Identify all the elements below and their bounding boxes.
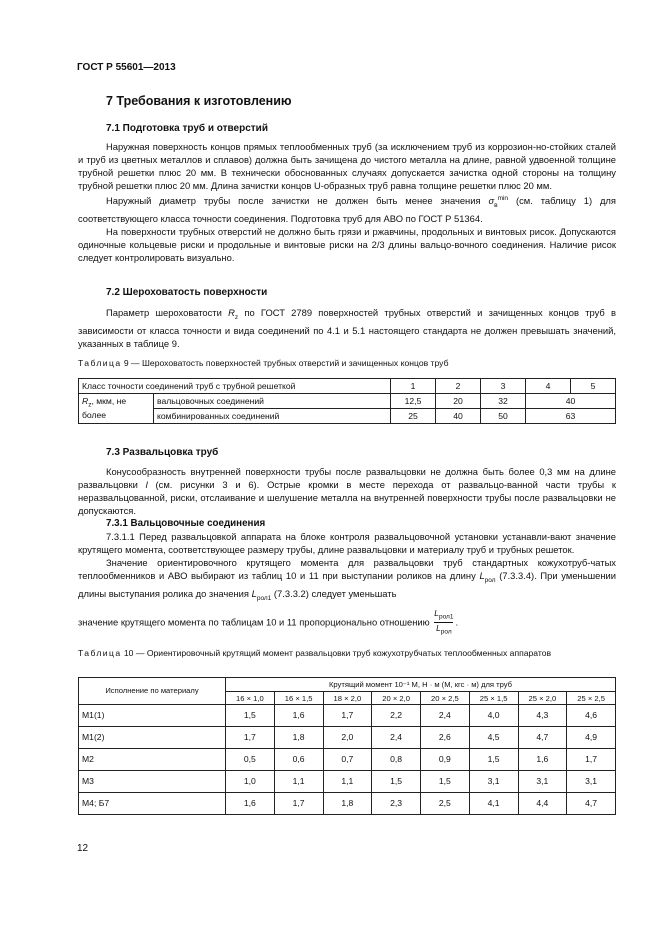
table-cell: 3,1 [469, 771, 518, 793]
paragraph: Наружный диаметр трубы после зачистки не должен быть менее значения $\sigma_в^{min}$ (см. таблицу 1) для соответствующего класса точности соединения. Подготовка труб для АВО по ГОСТ Р 51364. [78, 195, 616, 224]
table-header-cell: 25 × 1,5 [469, 692, 518, 705]
paragraph: Конусообразность внутренней поверхности трубы после развальцовки не должна быть более 0,3 мм на длине развальцовки l (см. рисунки 3 и 6). Острые кромки в месте перехода от развальцо-ванной части трубы к неразвальцованной, риски, отслаивание и шелушение металла на внутренней поверхности трубы после развальцовки не допускаются. [78, 466, 617, 516]
table-cell: 0,5 [226, 749, 275, 771]
table-cell: 1,8 [323, 793, 372, 815]
table-header-cell: 16 × 1,5 [274, 692, 323, 705]
table-cell: 4,5 [469, 727, 518, 749]
document-id: ГОСТ Р 55601—2013 [77, 62, 176, 73]
table-header-cell: 25 × 2,5 [567, 692, 616, 705]
table-cell: 25 [391, 409, 436, 424]
subsection-7-1-body [78, 140, 616, 264]
paragraph: На поверхности трубных отверстий не должно быть грязи и ржавчины, продольных и винтовых рисок. Допускаются одиночные кольцевые риски и продольные и винтовые риски на 2/3 длины вальцо-вочного соединения. Наличие рисок следует контролировать визуально. [78, 226, 616, 263]
subsection-7-3-1-title: 7.3.1 Вальцовочные соединения [106, 518, 266, 529]
table-header-cell: Класс точности соединений труб с трубной решеткой [79, 379, 391, 394]
table-9-caption: Таблица 9 — Шероховатость поверхностей трубных отверстий и зачищенных концов труб [78, 358, 449, 368]
table-cell: 2,5 [421, 793, 470, 815]
table-cell: 1,1 [274, 771, 323, 793]
table-row-label: $R_z$, мкм, не более [79, 394, 154, 424]
table-row [79, 727, 616, 749]
table-cell: вальцовочных соединений [154, 394, 391, 409]
table-cell: М4; Б7 [79, 793, 226, 815]
paragraph: Значение ориентировочного крутящего момента для развальцовки труб стандартных кожухотруб-чатых теплообменников и АВО выбирают из таблиц 10 и 11 при выступании роликов на длину $L_{рол}$ (7.3.3.4). При уменьшении длины выступания ролика до значения $L_{рол1}$ (7.3.3.2) следует уменьшать [78, 557, 616, 602]
table-header-row [79, 678, 616, 692]
table-cell: 4,3 [518, 705, 567, 727]
paragraph: Параметр шероховатости $R_z$ по ГОСТ 2789 поверхностей трубных отверстий и зачищенных концов труб в зависимости от класса точности и вида соединений по 4.1 и 5.1 настоящего стандарта не должен превышать значений, указанных в таблице 9. [78, 307, 616, 349]
table-cell: М2 [79, 749, 226, 771]
table-cell: 2,0 [323, 727, 372, 749]
table-cell: 1,5 [372, 771, 421, 793]
table-header-cell: 20 × 2,0 [372, 692, 421, 705]
table-header-row [79, 379, 616, 394]
table-cell: 4,4 [518, 793, 567, 815]
table-header-cell: 1 [391, 379, 436, 394]
subsection-7-2-title: 7.2 Шероховатость поверхности [106, 287, 268, 298]
table-header-cell: 5 [571, 379, 616, 394]
table-cell: 12,5 [391, 394, 436, 409]
table-cell: М3 [79, 771, 226, 793]
table-cell: 2,4 [372, 727, 421, 749]
table-cell: 1,8 [274, 727, 323, 749]
table-cell: 1,5 [421, 771, 470, 793]
paragraph: значение крутящего момента по таблицам 10 и 11 пропорционально отношению $\frac{L_{рол1}}{L_{рол}}$ . [78, 607, 459, 637]
table-cell: 20 [436, 394, 481, 409]
subsection-7-3-body [78, 465, 616, 638]
table-cell: 3,1 [567, 771, 616, 793]
table-cell: 50 [481, 409, 526, 424]
table-row [79, 749, 616, 771]
table-10 [78, 677, 616, 815]
table-header-cell: 16 × 1,0 [226, 692, 275, 705]
page-number: 12 [77, 843, 89, 854]
table-cell: 4,1 [469, 793, 518, 815]
table-header-cell: 4 [526, 379, 571, 394]
table-cell: 2,3 [372, 793, 421, 815]
table-cell: комбинированных соединений [154, 409, 391, 424]
table-cell: 1,5 [226, 705, 275, 727]
table-cell: М1(1) [79, 705, 226, 727]
subsection-7-1-title: 7.1 Подготовка труб и отверстий [106, 123, 268, 134]
table-cell: 63 [526, 409, 616, 424]
table-cell: 0,8 [372, 749, 421, 771]
table-cell: 1,6 [518, 749, 567, 771]
table-header-cell: 3 [481, 379, 526, 394]
table-cell: 4,0 [469, 705, 518, 727]
subsection-7-2-body [78, 306, 616, 350]
table-cell: 1,0 [226, 771, 275, 793]
table-cell: 4,7 [518, 727, 567, 749]
table-cell: 2,2 [372, 705, 421, 727]
table-header-cell: 25 × 2,0 [518, 692, 567, 705]
table-header-cell: 20 × 2,5 [421, 692, 470, 705]
table-cell: 40 [436, 409, 481, 424]
table-cell: 4,9 [567, 727, 616, 749]
table-row [79, 771, 616, 793]
table-9 [78, 378, 616, 424]
table-cell: 32 [481, 394, 526, 409]
paragraph: 7.3.1.1 Перед развальцовкой аппарата на блоке контроля развальцовочной установки устанавли-вают значение крутящего момента, соответствующее размеру трубы, длине развальцовки и материалу труб и трубных решеток. [78, 531, 616, 555]
table-cell: 40 [526, 394, 616, 409]
table-cell: 2,6 [421, 727, 470, 749]
table-cell: 1,6 [274, 705, 323, 727]
subsection-7-3-title: 7.3 Развальцовка труб [106, 447, 219, 458]
table-cell: 4,7 [567, 793, 616, 815]
table-header-cell: 18 × 2,0 [323, 692, 372, 705]
table-row [79, 394, 616, 409]
table-header-cell: Исполнение по материалу [79, 678, 226, 705]
paragraph: Наружная поверхность концов прямых теплообменных труб (за исключением труб из коррозион-но-стойких сталей и труб из цветных металлов и сплавов) должна быть зачищена до чистого металла на длине, равной удвоенной толщине трубной решетки плюс 20 мм. В технически обоснованных случаях допускается зачистка одной стороны на толщину трубной решетки плюс 20 мм. Длина зачистки концов U-образных труб равна толщине решетки плюс 20 мм. [78, 141, 616, 191]
table-header-cell: 2 [436, 379, 481, 394]
table-cell: 0,7 [323, 749, 372, 771]
table-cell: М1(2) [79, 727, 226, 749]
table-cell: 1,1 [323, 771, 372, 793]
length-ratio: $\frac{L_{рол1}}{L_{рол}}$ [434, 607, 454, 637]
table-cell: 0,6 [274, 749, 323, 771]
table-header-cell: Крутящий момент 10⁻¹ М, Н · м (М, кгс · м) для труб [226, 678, 616, 692]
section-title: 7 Требования к изготовлению [106, 94, 292, 108]
table-cell: 3,1 [518, 771, 567, 793]
table-row [79, 793, 616, 815]
table-10-caption: Таблица 10 — Ориентировочный крутящий момент развальцовки труб кожухотрубчатых теплообменных аппаратов [78, 648, 552, 658]
table-cell: 2,4 [421, 705, 470, 727]
table-cell: 0,9 [421, 749, 470, 771]
table-row [79, 409, 616, 424]
table-cell: 1,5 [469, 749, 518, 771]
table-cell: 4,6 [567, 705, 616, 727]
table-cell: 1,7 [274, 793, 323, 815]
table-cell: 1,7 [567, 749, 616, 771]
table-cell: 1,7 [323, 705, 372, 727]
table-row [79, 705, 616, 727]
table-cell: 1,6 [226, 793, 275, 815]
table-cell: 1,7 [226, 727, 275, 749]
